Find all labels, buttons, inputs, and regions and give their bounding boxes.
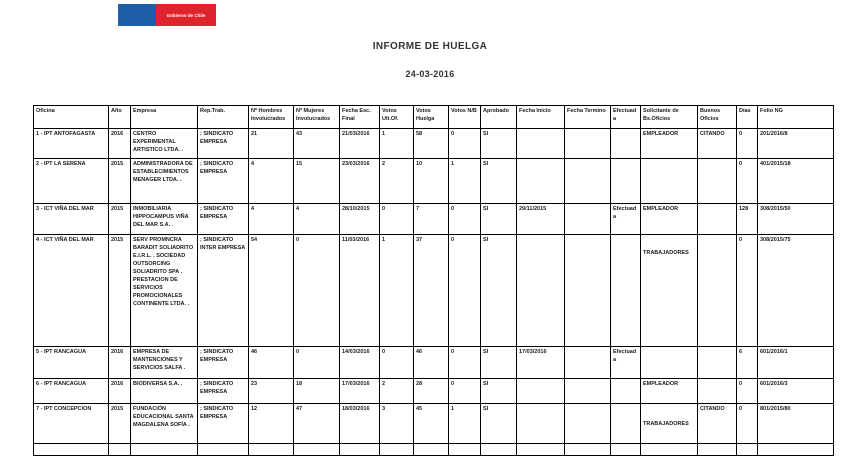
column-header: Empresa <box>131 106 198 129</box>
table-cell: CITANDO <box>698 404 737 444</box>
table-cell: EMPRESA DE MANTENCIONES Y SERVICIOS SALFA . <box>131 347 198 379</box>
table-cell <box>698 204 737 235</box>
column-header: Aprobado <box>481 106 517 129</box>
table-cell <box>698 379 737 404</box>
table-cell: ; SINDICATO EMPRESA <box>198 347 249 379</box>
table-cell <box>565 379 611 404</box>
table-cell: SI <box>481 235 517 347</box>
table-cell: 4 <box>249 204 294 235</box>
table-cell: 11/03/2016 <box>340 235 380 347</box>
table-cell: EMPLEADOR <box>641 129 698 159</box>
table-cell: 2016 <box>109 379 131 404</box>
table-cell: 29/11/2015 <box>517 204 565 235</box>
table-cell <box>517 129 565 159</box>
table-cell: 201/2016/8 <box>758 129 834 159</box>
table-cell: 128 <box>737 204 758 235</box>
table-cell: 17/03/2016 <box>340 379 380 404</box>
table-cell: 0 <box>449 204 481 235</box>
table-row <box>34 159 834 204</box>
table-cell: 4 - ICT VIÑA DEL MAR <box>34 235 109 347</box>
column-header: Folio NG <box>758 106 834 129</box>
column-header: Efectuada <box>611 106 641 129</box>
table-cell: 2015 <box>109 235 131 347</box>
table-cell: SI <box>481 159 517 204</box>
table-cell: ; SINDICATO EMPRESA <box>198 204 249 235</box>
column-header: Solicitante de Bs.Oficios <box>641 106 698 129</box>
table-cell: 0 <box>737 159 758 204</box>
table-cell: ; SINDICATO EMPRESA <box>198 159 249 204</box>
table-cell: 6 <box>737 347 758 379</box>
table-cell: 308/2015/50 <box>758 204 834 235</box>
table-cell: 0 <box>380 204 414 235</box>
table-cell: 6 - IPT RANCAGUA <box>34 379 109 404</box>
table-cell: 1 - IPT ANTOFAGASTA <box>34 129 109 159</box>
table-cell: 4 <box>294 204 340 235</box>
column-header: Buenos Oficios <box>698 106 737 129</box>
table-cell <box>641 159 698 204</box>
table-cell: 1 <box>449 159 481 204</box>
table-cell: 21/03/2016 <box>340 129 380 159</box>
table-cell: ADMINISTRADORA DE ESTABLECIMIENTOS MENAGER LTDA. . <box>131 159 198 204</box>
table-cell: 2015 <box>109 404 131 444</box>
table-cell: 0 <box>449 235 481 347</box>
table-cell: 2 <box>380 379 414 404</box>
table-cell: 5 - IPT RANCAGUA <box>34 347 109 379</box>
table-cell <box>565 404 611 444</box>
table-cell: 1 <box>380 129 414 159</box>
table-cell: SI <box>481 204 517 235</box>
table-cell: 21 <box>249 129 294 159</box>
table-cell <box>517 159 565 204</box>
table-cell: FUNDACIÓN EDUCACIONAL SANTA MAGDALENA SOFÍA . <box>131 404 198 444</box>
table-cell <box>565 129 611 159</box>
table-cell: BIODIVERSA S.A. . <box>131 379 198 404</box>
table-cell <box>611 129 641 159</box>
table-cell: 4 <box>249 159 294 204</box>
table-cell: Efectuada <box>611 204 641 235</box>
column-header: Nº Hombres Involucrados <box>249 106 294 129</box>
table-cell: SI <box>481 347 517 379</box>
table-cell: 46 <box>414 347 449 379</box>
table-cell: 1 <box>449 404 481 444</box>
table-cell: 0 <box>737 235 758 347</box>
column-header: Fecha Inicio <box>517 106 565 129</box>
table-cell: 0 <box>737 379 758 404</box>
table-cell: 23 <box>249 379 294 404</box>
table-cell <box>517 379 565 404</box>
table-cell: 801/2015/80 <box>758 404 834 444</box>
table-row <box>34 129 834 159</box>
column-header: Nº Mujeres Involucrados <box>294 106 340 129</box>
table-cell: 37 <box>414 235 449 347</box>
gobierno-de-chile-logo <box>118 4 216 26</box>
table-cell <box>698 347 737 379</box>
column-header: Rep.Trab. <box>198 106 249 129</box>
table-cell: 2 <box>380 159 414 204</box>
table-row <box>34 404 834 444</box>
table-cell: INMOBILIARIA HIPPOCAMPUS VIÑA DEL MAR S.A. . <box>131 204 198 235</box>
column-header: Votos N/B <box>449 106 481 129</box>
table-cell <box>565 159 611 204</box>
table-cell: 2015 <box>109 159 131 204</box>
table-cell: 18 <box>294 379 340 404</box>
table-cell: 601/2016/3 <box>758 379 834 404</box>
table-cell: 10 <box>414 159 449 204</box>
table-cell <box>565 235 611 347</box>
table-cell: 15 <box>294 159 340 204</box>
table-cell <box>611 379 641 404</box>
table-cell: 0 <box>737 404 758 444</box>
table-cell: SI <box>481 404 517 444</box>
table-body <box>34 129 834 456</box>
table-cell: 308/2015/75 <box>758 235 834 347</box>
table-cell <box>517 404 565 444</box>
table-cell: 7 - IPT CONCEPCION <box>34 404 109 444</box>
table-cell: 601/2016/1 <box>758 347 834 379</box>
table-cell: 401/2015/18 <box>758 159 834 204</box>
table-cell <box>698 159 737 204</box>
table-cell: 12 <box>249 404 294 444</box>
column-header: Año <box>109 106 131 129</box>
table-cell: 0 <box>380 347 414 379</box>
table-cell: ; SINDICATO EMPRESA <box>198 404 249 444</box>
table-cell: 28/10/2015 <box>340 204 380 235</box>
table-cell: 2015 <box>109 204 131 235</box>
table-cell: SI <box>481 379 517 404</box>
table-cell: CITANDO <box>698 129 737 159</box>
table-cell: 14/03/2016 <box>340 347 380 379</box>
table-cell: 58 <box>414 129 449 159</box>
table-cell <box>611 159 641 204</box>
column-header: Fecha Esc. Final <box>340 106 380 129</box>
table-cell <box>565 347 611 379</box>
table-cell: 18/03/2016 <box>340 404 380 444</box>
table-cell <box>611 404 641 444</box>
table-cell: 3 <box>380 404 414 444</box>
table-cell <box>698 235 737 347</box>
table-cell: EMPLEADOR <box>641 204 698 235</box>
column-header: Votos Huelga <box>414 106 449 129</box>
page-title: INFORME DE HUELGA <box>372 41 488 52</box>
table-cell: EMPLEADOR <box>641 379 698 404</box>
table-row <box>34 235 834 347</box>
table-cell: 3 - ICT VIÑA DEL MAR <box>34 204 109 235</box>
column-header: Fecha Termino <box>565 106 611 129</box>
table-cell: 1 <box>380 235 414 347</box>
table-row <box>34 379 834 404</box>
table-cell: 54 <box>249 235 294 347</box>
logo-red-banner <box>156 4 216 26</box>
table-cell: 7 <box>414 204 449 235</box>
table-cell <box>517 235 565 347</box>
table-cell: 0 <box>294 347 340 379</box>
table-cell: 0 <box>737 129 758 159</box>
table-cell: 17/03/2016 <box>517 347 565 379</box>
logo-text: Gobierno de Chile <box>166 12 206 18</box>
table-cell: 0 <box>449 347 481 379</box>
table-row <box>34 347 834 379</box>
logo-blue-square <box>118 4 156 26</box>
report-date: 24-03-2016 <box>405 69 455 79</box>
table-cell <box>611 235 641 347</box>
table-cell: 2 - IPT LA SERENA <box>34 159 109 204</box>
table-cell: 2016 <box>109 347 131 379</box>
table-cell: 0 <box>449 129 481 159</box>
table-cell: TRABAJADORES <box>641 404 698 444</box>
table-cell: 47 <box>294 404 340 444</box>
table-cell: 2016 <box>109 129 131 159</box>
table-cell <box>565 204 611 235</box>
table-cell: Efectuada <box>611 347 641 379</box>
table-cell: ; SINDICATO EMPRESA <box>198 129 249 159</box>
table-cell: 45 <box>414 404 449 444</box>
table-cell: 46 <box>249 347 294 379</box>
table-cell: ; SINDICATO EMPRESA <box>198 379 249 404</box>
table-cell: 43 <box>294 129 340 159</box>
table-cell <box>641 347 698 379</box>
table-cell: CENTRO EXPERIMENTAL ARTISTICO LTDA. . <box>131 129 198 159</box>
table-cell: 28 <box>414 379 449 404</box>
table-cell: 23/03/2016 <box>340 159 380 204</box>
header-row <box>34 106 834 129</box>
table-cell: SI <box>481 129 517 159</box>
strike-report-table <box>33 105 834 456</box>
column-header: Días <box>737 106 758 129</box>
column-header: Votos Ult.Of. <box>380 106 414 129</box>
table-cell: TRABAJADORES <box>641 235 698 347</box>
table-row <box>34 204 834 235</box>
table-header <box>34 106 834 129</box>
table-cell: 0 <box>449 379 481 404</box>
column-header: Oficina <box>34 106 109 129</box>
table-cell: 0 <box>294 235 340 347</box>
table-cell: ; SINDICATO INTER EMPRESA <box>198 235 249 347</box>
table-cell: SERV PROMNCRA BARADIT SOLIADRITO E.I.R.L. . SOCIEDAD OUTSORCING SOLIADRITO SPA . PRESTACION DE SERVICIOS PROMOCIONALES CONTINENTE LTDA. . <box>131 235 198 347</box>
